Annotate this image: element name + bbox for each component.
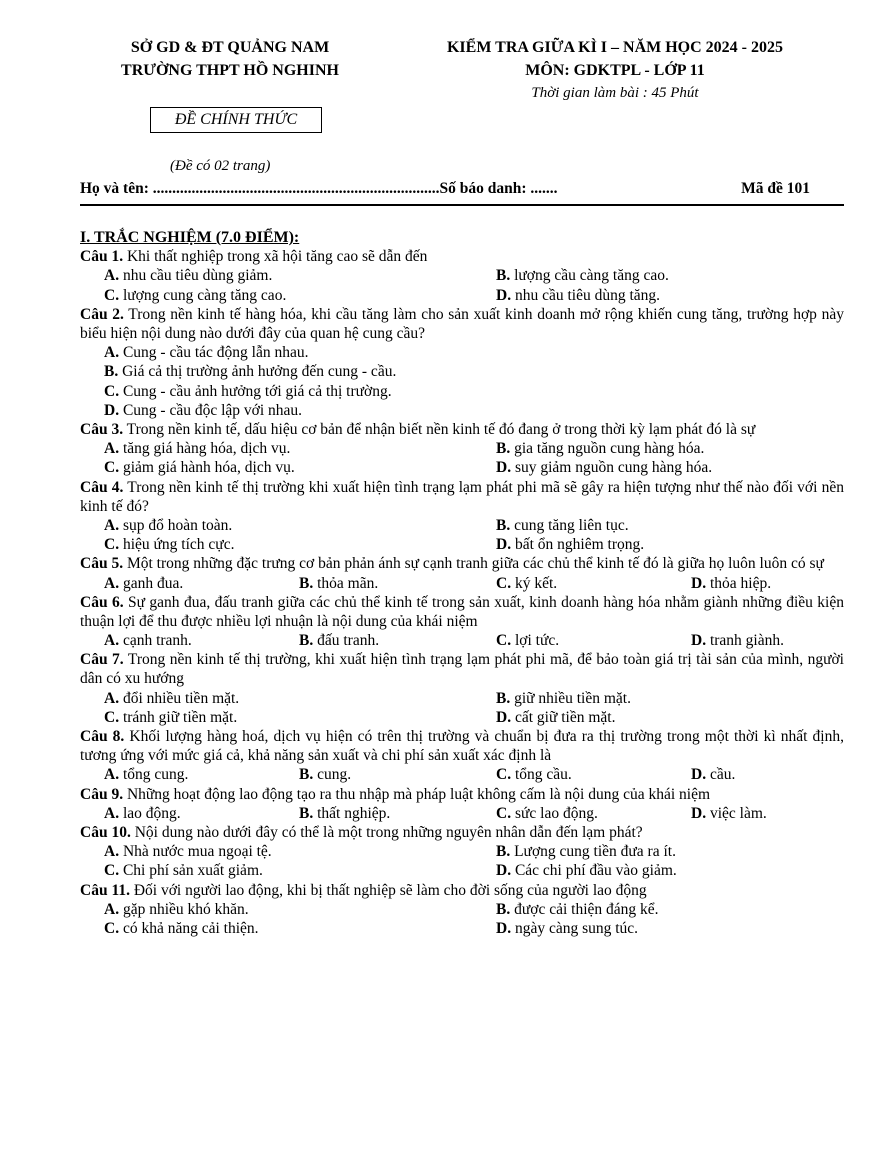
options-row	[80, 708, 844, 727]
option-letter: B.	[496, 900, 511, 918]
question-text	[80, 823, 844, 842]
section-title: I. TRẮC NGHIỆM (7.0 ĐIỂM):	[80, 229, 300, 246]
option-letter: B.	[496, 267, 511, 285]
option-letter: D.	[104, 401, 120, 419]
student-info-line	[80, 180, 844, 204]
question-label: Câu 2.	[80, 305, 124, 323]
question-label: Câu 4.	[80, 478, 124, 496]
answer-option	[496, 765, 572, 784]
option-text: ngày càng sung túc.	[511, 920, 639, 938]
question-text	[80, 785, 844, 804]
option-letter: C.	[496, 574, 512, 592]
option-text: có khả năng cải thiện.	[119, 920, 259, 938]
option-letter: B.	[496, 516, 511, 534]
options-row	[80, 535, 844, 554]
answer-option	[104, 516, 232, 535]
question-text	[80, 727, 844, 765]
option-letter: C.	[104, 459, 120, 477]
answer-option	[299, 574, 378, 593]
option-letter: B.	[496, 843, 511, 861]
options-row	[80, 286, 844, 305]
header-divider	[80, 204, 844, 206]
answer-option	[104, 842, 272, 861]
answer-option	[496, 458, 712, 477]
options-row	[80, 765, 844, 784]
question-text	[80, 247, 844, 266]
answer-option	[299, 631, 379, 650]
option-text: tranh giành.	[706, 632, 784, 650]
options-row	[80, 266, 844, 285]
option-letter: D.	[496, 920, 512, 938]
answer-option	[691, 574, 771, 593]
question-stem: Những hoạt động lao động tạo ra thu nhập mà pháp luật không cấm là nội dung của khái niệm	[123, 785, 711, 803]
option-text: lượng cầu càng tăng cao.	[510, 267, 669, 285]
question-stem: Đối với người lao động, khi bị thất nghiệp sẽ làm cho đời sống của người lao động	[129, 881, 647, 899]
option-text: được cải thiện đáng kể.	[510, 900, 659, 918]
answer-option	[496, 842, 676, 861]
option-letter: D.	[691, 804, 707, 822]
answer-option	[104, 689, 239, 708]
exam-code: Mã đề 101	[741, 180, 810, 197]
option-text: nhu cầu tiêu dùng tăng.	[511, 286, 661, 304]
answer-option	[104, 919, 259, 938]
option-text: cung tăng liên tục.	[510, 516, 629, 534]
answer-option	[299, 804, 390, 823]
option-text: ganh đua.	[119, 574, 184, 592]
option-letter: A.	[104, 574, 120, 592]
option-text: Cung - cầu tác động lẫn nhau.	[119, 344, 309, 362]
subject-line: MÔN: GDKTPL - LỚP 11	[525, 62, 705, 79]
option-text: tổng cầu.	[511, 766, 572, 784]
option-text: nhu cầu tiêu dùng giảm.	[119, 267, 273, 285]
answer-option	[496, 574, 557, 593]
answer-option	[496, 286, 660, 305]
question-block	[80, 650, 844, 727]
question-stem: Trong nền kinh tế thị trường khi xuất hiện tình trạng lạm phát phi mã sẽ gây ra hiện tượng như thế nào đối với nền kinh tế đó?	[80, 478, 844, 515]
option-letter: B.	[299, 632, 314, 650]
option-text: tăng giá hàng hóa, dịch vụ.	[119, 440, 291, 458]
option-letter: C.	[104, 862, 120, 880]
answer-option	[691, 765, 735, 784]
answer-option	[691, 804, 767, 823]
options-row	[80, 574, 844, 593]
option-text: ký kết.	[511, 574, 558, 592]
answer-option	[496, 919, 638, 938]
question-block	[80, 823, 844, 881]
answer-option	[104, 535, 234, 554]
option-letter: A.	[104, 440, 120, 458]
answer-option	[104, 861, 263, 880]
school-name: TRƯỜNG THPT HỒ NGHINH	[121, 62, 339, 79]
answer-option	[496, 804, 598, 823]
answer-option	[496, 631, 559, 650]
question-block	[80, 554, 844, 592]
question-label: Câu 5.	[80, 555, 124, 573]
option-text: Các chi phí đầu vào giảm.	[511, 862, 677, 880]
answer-option	[299, 765, 351, 784]
question-stem: Nội dung nào dưới đây có thể là một trong những nguyên nhân dẫn đến lạm phát?	[130, 824, 643, 842]
option-text: tổng cung.	[119, 766, 189, 784]
answer-option	[80, 382, 844, 401]
option-text: sụp đổ hoàn toàn.	[119, 516, 233, 534]
option-text: gia tăng nguồn cung hàng hóa.	[510, 440, 705, 458]
answer-option	[496, 861, 677, 880]
question-label: Câu 3.	[80, 420, 124, 438]
option-letter: C.	[104, 536, 120, 554]
question-stem: Khi thất nghiệp trong xã hội tăng cao sẽ dẫn đến	[123, 248, 428, 266]
options-row	[80, 900, 844, 919]
question-stem: Trong nền kinh tế thị trường, khi xuất hiện tình trạng lạm phát phi mã, để bảo toàn giá trị tài sản của mình, người dân có xu hướng	[80, 651, 844, 688]
option-text: Giá cả thị trường ảnh hưởng đến cung - cầu.	[118, 363, 397, 381]
answer-option	[496, 535, 644, 554]
question-label: Câu 8.	[80, 728, 125, 746]
option-text: đổi nhiều tiền mặt.	[119, 689, 240, 707]
option-letter: B.	[299, 766, 314, 784]
option-letter: D.	[691, 574, 707, 592]
option-text: cạnh tranh.	[119, 632, 192, 650]
options-row	[80, 861, 844, 880]
exam-title: KIỂM TRA GIỮA KÌ I – NĂM HỌC 2024 - 2025	[446, 39, 783, 56]
option-letter: B.	[496, 440, 511, 458]
option-text: suy giảm nguồn cung hàng hóa.	[511, 459, 713, 477]
answer-option	[496, 266, 669, 285]
options-row	[80, 689, 844, 708]
answer-option	[104, 708, 237, 727]
option-text: thất nghiệp.	[313, 804, 391, 822]
question-stem: Trong nền kinh tế, dấu hiệu cơ bản để nhận biết nền kinh tế đó đang ở trong thời kỳ lạm phát đó là sự	[123, 420, 756, 438]
option-text: tránh giữ tiền mặt.	[119, 708, 238, 726]
question-list	[80, 228, 844, 938]
option-text: giữ nhiều tiền mặt.	[510, 689, 631, 707]
options-row	[80, 919, 844, 938]
question-text	[80, 478, 844, 516]
option-letter: A.	[104, 843, 120, 861]
option-text: lợi tức.	[511, 632, 560, 650]
option-letter: A.	[104, 804, 120, 822]
answer-option	[496, 516, 629, 535]
question-text	[80, 593, 844, 631]
option-letter: A.	[104, 689, 120, 707]
option-letter: B.	[104, 363, 119, 381]
answer-option	[104, 765, 188, 784]
option-letter: C.	[496, 766, 512, 784]
option-letter: D.	[496, 286, 512, 304]
answer-option	[104, 900, 249, 919]
option-letter: D.	[496, 459, 512, 477]
question-block	[80, 785, 844, 823]
question-label: Câu 10.	[80, 824, 131, 842]
option-letter: B.	[299, 574, 314, 592]
answer-option	[496, 439, 704, 458]
answer-option	[104, 574, 183, 593]
question-block	[80, 881, 844, 939]
option-text: cung.	[313, 766, 352, 784]
question-label: Câu 7.	[80, 651, 124, 669]
answer-option	[80, 401, 844, 420]
question-text	[80, 650, 844, 688]
question-label: Câu 1.	[80, 248, 124, 266]
answer-option	[80, 362, 844, 381]
question-block	[80, 727, 844, 785]
question-stem: Một trong những đặc trưng cơ bản phản ánh sự cạnh tranh giữa các chủ thể kinh tế đó là giữa họ luôn luôn có sự	[123, 555, 824, 573]
option-letter: D.	[691, 632, 707, 650]
option-letter: C.	[104, 920, 120, 938]
option-letter: A.	[104, 267, 120, 285]
answer-option	[496, 708, 615, 727]
option-text: Nhà nước mua ngoại tệ.	[119, 843, 272, 861]
answer-option	[104, 804, 181, 823]
question-block	[80, 478, 844, 555]
question-block	[80, 247, 844, 305]
student-name-field: Họ và tên: ..........................................................................Số báo danh: .......	[80, 180, 558, 197]
option-letter: D.	[496, 708, 512, 726]
option-letter: A.	[104, 632, 120, 650]
question-text	[80, 420, 844, 439]
option-text: việc làm.	[706, 804, 767, 822]
option-text: bất ổn nghiêm trọng.	[511, 536, 645, 554]
option-text: giảm giá hành hóa, dịch vụ.	[119, 459, 295, 477]
time-limit: Thời gian làm bài : 45 Phút	[531, 85, 699, 101]
answer-option	[80, 343, 844, 362]
question-text	[80, 305, 844, 343]
question-label: Câu 11.	[80, 881, 130, 899]
option-letter: B.	[496, 689, 511, 707]
question-label: Câu 9.	[80, 785, 124, 803]
options-row	[80, 439, 844, 458]
question-block	[80, 420, 844, 478]
option-text: đấu tranh.	[313, 632, 380, 650]
question-text	[80, 554, 844, 573]
school-header	[80, 36, 380, 82]
answer-option	[104, 458, 295, 477]
option-text: sức lao động.	[511, 804, 598, 822]
answer-option	[104, 631, 192, 650]
official-badge: ĐỀ CHÍNH THỨC	[150, 107, 322, 133]
page-count-note: (Đề có 02 trang)	[170, 158, 271, 174]
options-row	[80, 458, 844, 477]
option-letter: B.	[299, 804, 314, 822]
option-letter: C.	[104, 286, 120, 304]
options-row	[80, 842, 844, 861]
answer-option	[496, 689, 631, 708]
option-text: Chi phí sản xuất giảm.	[119, 862, 263, 880]
question-label: Câu 6.	[80, 593, 124, 611]
options-row	[80, 631, 844, 650]
option-letter: C.	[104, 382, 120, 400]
answer-option	[104, 266, 272, 285]
option-text: lao động.	[119, 804, 181, 822]
option-text: Cung - cầu ảnh hưởng tới giá cả thị trường.	[119, 382, 392, 400]
option-letter: D.	[691, 766, 707, 784]
option-text: gặp nhiều khó khăn.	[119, 900, 249, 918]
answer-option	[104, 439, 290, 458]
question-block	[80, 593, 844, 651]
option-letter: C.	[496, 632, 512, 650]
option-text: Cung - cầu độc lập với nhau.	[119, 401, 303, 419]
option-text: thỏa hiệp.	[706, 574, 772, 592]
options-row	[80, 516, 844, 535]
question-stem: Khối lượng hàng hoá, dịch vụ hiện có trên thị trường và chuẩn bị đưa ra thị trường trong một thời kì nhất định, tương ứng với mức giá cả, khả năng sản xuất và chi phí sản xuất xác định là	[80, 728, 844, 765]
option-text: cất giữ tiền mặt.	[511, 708, 616, 726]
answer-option	[691, 631, 784, 650]
option-letter: A.	[104, 344, 120, 362]
option-text: thỏa mãn.	[313, 574, 379, 592]
question-text	[80, 881, 844, 900]
question-block	[80, 305, 844, 420]
question-stem: Sự ganh đua, đấu tranh giữa các chủ thể kinh tế trong sản xuất, kinh doanh hàng hóa nhằm giành những điều kiện thuận lợi để thu được nhiều lợi nhuận là nội dung của khái niệm	[80, 593, 844, 630]
option-text: hiệu ứng tích cực.	[119, 536, 235, 554]
exam-header	[395, 36, 835, 105]
option-letter: D.	[496, 862, 512, 880]
option-letter: A.	[104, 516, 120, 534]
option-letter: C.	[104, 708, 120, 726]
option-text: cầu.	[706, 766, 736, 784]
option-letter: A.	[104, 766, 120, 784]
option-letter: A.	[104, 900, 120, 918]
option-letter: D.	[496, 536, 512, 554]
option-letter: C.	[496, 804, 512, 822]
answer-option	[496, 900, 659, 919]
options-row	[80, 804, 844, 823]
option-text: Lượng cung tiền đưa ra ít.	[510, 843, 676, 861]
option-text: lượng cung càng tăng cao.	[119, 286, 287, 304]
question-stem: Trong nền kinh tế hàng hóa, khi cầu tăng làm cho sản xuất kinh doanh mở rộng khiến cung tăng, trường hợp này biểu hiện nội dung nào dưới đây của quan hệ cung cầu?	[80, 305, 844, 342]
answer-option	[104, 286, 286, 305]
department-name: SỞ GD & ĐT QUẢNG NAM	[130, 39, 330, 56]
